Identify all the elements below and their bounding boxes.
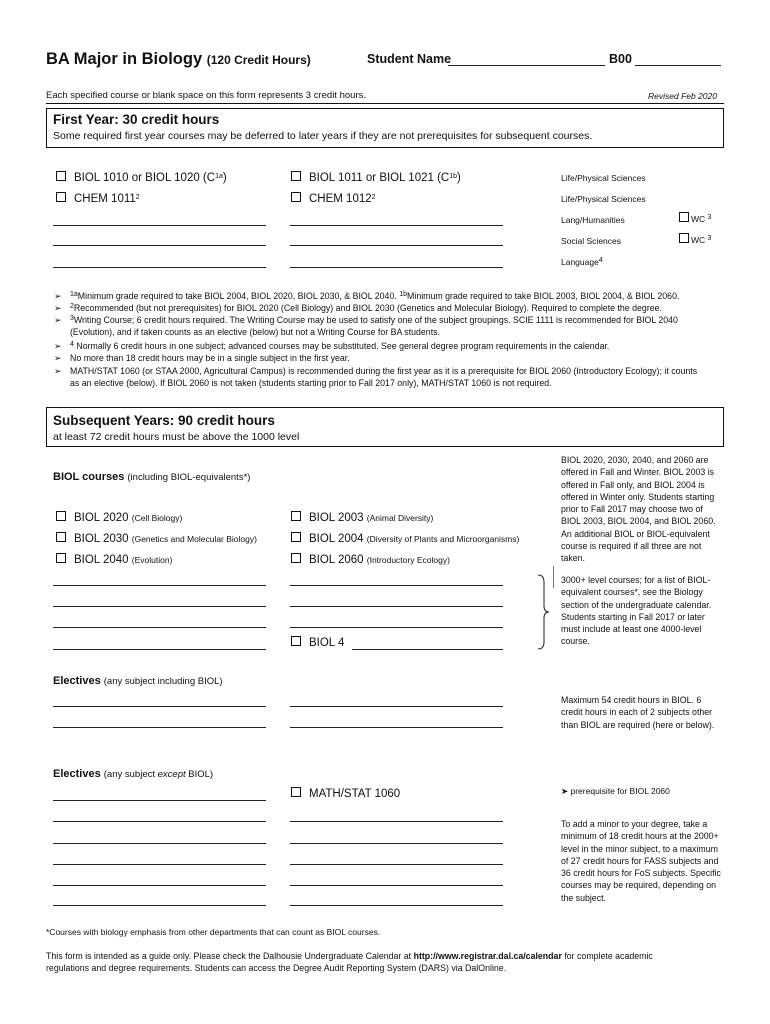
checkbox-icon[interactable]	[56, 553, 66, 563]
blank-line[interactable]	[53, 225, 266, 226]
side-note-3000-level: 3000+ level courses; for a list of BIOL-equivalent courses*, see the Biology section of the undergraduate calendar. Students starting in Fall 2017 or later must include at least one 4000-level course.	[561, 575, 712, 647]
blank-line[interactable]	[290, 843, 503, 844]
course-biol-1010[interactable]: BIOL 1010 or BIOL 1020 $(C^{1a})$	[56, 171, 227, 184]
checkbox-icon[interactable]	[291, 511, 301, 521]
wc-checkbox-2[interactable]: WC $^3$	[679, 233, 711, 245]
blank-line[interactable]	[53, 905, 266, 906]
electives-heading-1: Electives (any subject including BIOL)	[53, 675, 223, 687]
checkbox-icon[interactable]	[291, 192, 301, 202]
arrow-left-icon: ➤	[561, 786, 569, 796]
header-rule	[46, 103, 724, 104]
blank-line[interactable]	[53, 800, 266, 801]
checkbox-icon[interactable]	[679, 212, 689, 222]
calendar-link[interactable]: http://www.registrar.dal.ca/calendar	[413, 951, 562, 961]
biol4-blank-line[interactable]	[352, 649, 503, 650]
checkbox-icon[interactable]	[56, 192, 66, 202]
course-biol-1011[interactable]: BIOL 1011 or BIOL 1021 $(C^{1b})$	[291, 171, 461, 184]
blank-line[interactable]	[290, 864, 503, 865]
first-year-subtitle: Some required first year courses may be deferred to later years if they are not prerequisites for subsequent courses.	[53, 130, 593, 142]
electives-heading-2: Electives (any subject except BIOL)	[53, 768, 214, 780]
bullet-arrow-icon: ➢	[54, 341, 62, 351]
prereq-note: ➤ prerequisite for BIOL 2060	[561, 786, 670, 796]
bullet-arrow-icon: ➢	[54, 303, 62, 313]
checkbox-icon[interactable]	[291, 787, 301, 797]
blank-line[interactable]	[53, 727, 266, 728]
blank-line[interactable]	[290, 727, 503, 728]
note-3: $^3$Writing Course; 6 credit hours required. The Writing Course may be used to satisfy one of the subject groupings. SCIE 1111 is recommended for BIOL 2040 (Evolution), and if taken counts as an elective (below) but not a Writing Course for BA students.	[70, 315, 678, 337]
bullet-arrow-icon: ➢	[54, 353, 62, 363]
side-note-offerings: BIOL 2020, 2030, 2040, and 2060 are offered in Fall and Winter. BIOL 2003 is offered in Fall only, and BIOL 2004 is offered in Winter only. Students starting prior to Fall 2017 may choose two of BIOL 2003, BIOL 2004, and BIOL 2060. An additional BIOL or BIOL-equivalent course is required if all three are not taken.	[561, 455, 716, 564]
side-note-max-biol: Maximum 54 credit hours in BIOL. 6 credit hours in each of 2 subjects other than BIOL are required (here or below).	[561, 695, 715, 730]
b00-label: B00	[609, 52, 632, 66]
bullet-arrow-icon: ➢	[54, 366, 62, 376]
student-name-label: Student Name	[367, 52, 452, 66]
checkbox-icon[interactable]	[291, 553, 301, 563]
note-5: No more than 18 credit hours may be in a single subject in the first year.	[70, 353, 350, 363]
checkbox-icon[interactable]	[679, 233, 689, 243]
course-biol-2003[interactable]: BIOL 2003 (Animal Diversity)	[291, 511, 433, 524]
blank-line[interactable]	[290, 225, 503, 226]
course-chem-1011[interactable]: CHEM 1011$^2$	[56, 192, 140, 205]
blank-line[interactable]	[53, 606, 266, 607]
title-text: BA Major in Biology	[46, 50, 203, 68]
blank-line[interactable]	[53, 267, 266, 268]
req-lang-humanities: Lang/Humanities	[561, 215, 625, 225]
title-hours: (120 Credit Hours)	[206, 53, 311, 67]
revised-date: Revised Feb 2020	[648, 91, 717, 101]
b00-field[interactable]	[635, 65, 721, 66]
checkbox-icon[interactable]	[291, 636, 301, 646]
divider	[553, 566, 555, 588]
biol-courses-heading: BIOL courses (including BIOL-equivalents*)	[53, 471, 251, 483]
req-life-physical-2: Life/Physical Sciences	[561, 194, 646, 204]
side-note-minor: To add a minor to your degree, take a minimum of 18 credit hours at the 2000+ level in the minor subject, to a maximum of 27 credit hours for FASS subjects and 36 credit hours for FoS subjects. Specific courses may be required, depending on the subject.	[561, 819, 721, 903]
student-name-field[interactable]	[448, 65, 605, 66]
blank-line[interactable]	[53, 585, 266, 586]
course-biol-2060[interactable]: BIOL 2060 (Introductory Ecology)	[291, 553, 450, 566]
blank-line[interactable]	[53, 821, 266, 822]
course-biol-2004[interactable]: BIOL 2004 (Diversity of Plants and Microorganisms)	[291, 532, 519, 545]
checkbox-icon[interactable]	[56, 532, 66, 542]
first-year-title: First Year: 30 credit hours	[53, 112, 220, 127]
course-biol-2040[interactable]: BIOL 2040 (Evolution)	[56, 553, 172, 566]
subsequent-years-box	[46, 407, 724, 447]
blank-line[interactable]	[290, 585, 503, 586]
blank-line[interactable]	[53, 649, 266, 650]
checkbox-icon[interactable]	[291, 171, 301, 181]
blank-line[interactable]	[53, 843, 266, 844]
subsequent-title: Subsequent Years: 90 credit hours	[53, 413, 275, 428]
course-biol-4000[interactable]: BIOL 4	[291, 636, 344, 649]
blank-line[interactable]	[290, 627, 503, 628]
instruction-text: Each specified course or blank space on this form represents 3 credit hours.	[46, 90, 366, 101]
note-2: $^2$Recommended (but not prerequisites) for BIOL 2020 (Cell Biology) and BIOL 2030 (Genetics and Molecular Biology). Required to complete the degree.	[70, 303, 662, 313]
course-math-stat-1060[interactable]: MATH/STAT 1060	[291, 787, 400, 800]
subsequent-subtitle: at least 72 credit hours must be above the 1000 level	[53, 431, 300, 443]
note-6: MATH/STAT 1060 (or STAA 2000, Agricultural Campus) is recommended during the first year as it is a prerequisite for BIOL 2060 (Introductory Ecology); it counts as an elective (below). If BIOL 2060 is not taken (students starting prior to Fall 2017 only), MATH/STAT 1060 is not required.	[70, 366, 698, 388]
blank-line[interactable]	[290, 706, 503, 707]
guide-disclaimer: This form is intended as a guide only. Please check the Dalhousie Undergraduate Calendar at http://www.registrar.dal.ca/calendar for complete academic regulations and degree requirements. Students can access the Degree Audit Reporting System (DARS) via DalOnline.	[46, 951, 653, 973]
bullet-arrow-icon: ➢	[54, 291, 62, 301]
course-chem-1012[interactable]: CHEM 1012$^2$	[291, 192, 376, 205]
note-4: $^4$ Normally 6 credit hours in one subject; advanced courses may be substituted. See general degree program requirements in the calendar.	[70, 341, 610, 351]
footnote-biol-equivalents: *Courses with biology emphasis from other departments that can count as BIOL courses.	[46, 927, 381, 937]
req-social-sciences: Social Sciences	[561, 236, 622, 246]
blank-line[interactable]	[290, 821, 503, 822]
wc-checkbox-1[interactable]: WC $^3$	[679, 212, 711, 224]
first-year-box	[46, 108, 724, 148]
checkbox-icon[interactable]	[56, 171, 66, 181]
blank-line[interactable]	[290, 885, 503, 886]
checkbox-icon[interactable]	[291, 532, 301, 542]
req-language: Language$^4$	[561, 257, 603, 267]
req-life-physical-1: Life/Physical Sciences	[561, 173, 646, 183]
blank-line[interactable]	[53, 627, 266, 628]
blank-line[interactable]	[290, 905, 503, 906]
page-title	[46, 50, 311, 69]
blank-line[interactable]	[53, 706, 266, 707]
course-biol-2020[interactable]: BIOL 2020 (Cell Biology)	[56, 511, 182, 524]
blank-line[interactable]	[290, 245, 503, 246]
blank-line[interactable]	[53, 864, 266, 865]
note-1: $^{1a}$Minimum grade required to take BIOL 2004, BIOL 2020, BIOL 2030, & BIOL 2040. $^{1b}$Minimum grade required to take BIOL 2003, BIOL 2004, & BIOL 2060.	[70, 291, 680, 301]
bullet-arrow-icon: ➢	[54, 315, 62, 325]
brace-icon	[536, 574, 550, 650]
checkbox-icon[interactable]	[56, 511, 66, 521]
course-biol-2030[interactable]: BIOL 2030 (Genetics and Molecular Biology)	[56, 532, 257, 545]
blank-line[interactable]	[53, 885, 266, 886]
blank-line[interactable]	[53, 245, 266, 246]
blank-line[interactable]	[290, 267, 503, 268]
blank-line[interactable]	[290, 606, 503, 607]
